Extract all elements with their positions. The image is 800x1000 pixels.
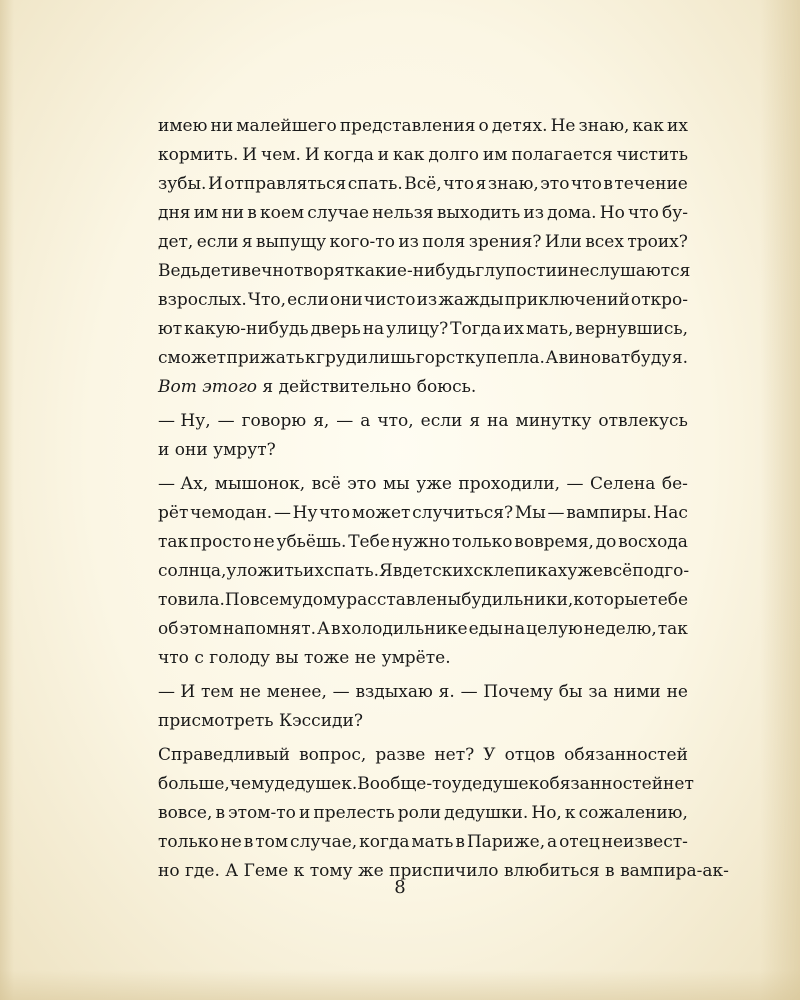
word: Геме: [243, 861, 289, 881]
word: это: [540, 174, 570, 194]
word: я,: [313, 411, 330, 431]
word: присмотреть: [158, 711, 274, 731]
word: всему: [249, 590, 303, 610]
word: Не: [550, 116, 576, 136]
word: прижать: [226, 348, 305, 368]
word: Вообще-то: [357, 774, 452, 794]
word: но: [158, 861, 180, 881]
text-line: [158, 799, 688, 828]
word: —: [566, 474, 584, 494]
word: обязанностей: [539, 774, 664, 794]
text-line: [158, 499, 688, 528]
word: к: [304, 348, 316, 368]
word: из: [523, 203, 544, 223]
word: дедушек.: [274, 774, 358, 794]
word: троих?: [627, 232, 688, 252]
word: Всё,: [404, 174, 442, 194]
word: неизвест-: [601, 832, 688, 852]
text-line: [158, 170, 688, 199]
word: вздыхаю: [355, 682, 433, 702]
paragraph: [158, 407, 688, 465]
word: тоже: [303, 648, 350, 668]
word: ними: [613, 682, 661, 702]
word: вампиры.: [566, 503, 652, 523]
word: полагается: [511, 145, 613, 165]
paragraph: [158, 112, 691, 402]
word: горстку: [415, 348, 486, 368]
word: И: [242, 145, 258, 165]
word: когда: [323, 145, 374, 165]
word: так: [657, 619, 688, 639]
word: вовсе,: [158, 803, 213, 823]
word: ют: [158, 319, 183, 339]
text-line: [158, 257, 691, 286]
text-line: [158, 707, 688, 736]
word: чемодан.: [190, 503, 273, 523]
word: Или: [544, 232, 582, 252]
word: дет,: [158, 232, 194, 252]
word: если: [196, 232, 239, 252]
word: и: [556, 261, 569, 281]
word: неделю,: [583, 619, 657, 639]
word: отправляться: [224, 174, 347, 194]
word: вовремя,: [514, 532, 594, 552]
word: вечно: [241, 261, 294, 281]
word: дедушки.: [444, 803, 529, 823]
word: склепиках: [473, 561, 568, 581]
word: и: [377, 145, 390, 165]
word: откро-: [630, 290, 688, 310]
paragraph: [158, 741, 729, 886]
word: больше,: [158, 774, 230, 794]
word: отвлекусь: [598, 411, 688, 431]
word: зубы.: [158, 174, 207, 194]
word: слушаются: [589, 261, 691, 281]
word: бы: [558, 682, 583, 702]
word: И: [207, 174, 223, 194]
word: случае,: [290, 832, 358, 852]
word: спать.: [347, 174, 403, 194]
word: отцов: [504, 745, 556, 765]
word: — И: [158, 682, 196, 702]
word: им: [193, 203, 219, 223]
word: А: [545, 348, 559, 368]
word: зрения?: [468, 232, 542, 252]
word: проходили,: [458, 474, 560, 494]
word: бе-: [661, 474, 688, 494]
text-line: [158, 199, 688, 228]
word: всё: [603, 561, 633, 581]
word: течение: [614, 174, 688, 194]
word: буду: [630, 348, 672, 368]
word: нет: [663, 774, 694, 794]
text-line: [158, 286, 688, 315]
word: они: [329, 290, 363, 310]
word: детских: [402, 561, 474, 581]
word: еды: [468, 619, 503, 639]
word: долго: [428, 145, 479, 165]
word: за: [588, 682, 608, 702]
word: имею: [158, 116, 208, 136]
text-line: [158, 112, 688, 141]
word: может: [351, 503, 411, 523]
text-line: [158, 678, 688, 707]
word: я: [241, 232, 253, 252]
word: вы: [275, 648, 299, 668]
word: не: [666, 682, 688, 702]
word: какие-нибудь: [354, 261, 476, 281]
word: вернувшись,: [575, 319, 688, 339]
word: У: [483, 745, 496, 765]
word: в: [330, 619, 341, 639]
word: я.: [438, 682, 455, 702]
word: сможет: [158, 348, 227, 368]
text-line: [158, 228, 688, 257]
word: дедушек: [461, 774, 540, 794]
word: —: [547, 503, 565, 523]
text-line: [158, 528, 688, 557]
word: —: [217, 411, 235, 431]
word: напомнят.: [222, 619, 317, 639]
text-line: [158, 644, 688, 673]
word: виноват: [558, 348, 631, 368]
word: Нас: [653, 503, 688, 523]
word: я.: [671, 348, 688, 368]
word: коем: [259, 203, 305, 223]
word: сожалению,: [578, 803, 688, 823]
word: как: [632, 116, 664, 136]
word: в: [603, 174, 613, 194]
word: обязанностей: [564, 745, 688, 765]
word: я: [262, 377, 274, 397]
word: влюбиться: [503, 861, 600, 881]
word: их: [666, 116, 688, 136]
word: Справедливый: [158, 745, 291, 765]
word: их: [303, 561, 324, 581]
word: случае: [307, 203, 370, 223]
word: расставлены: [346, 590, 462, 610]
word: нельзя: [372, 203, 434, 223]
word: на: [503, 619, 526, 639]
word: чем: [229, 774, 265, 794]
word: знаю,: [487, 174, 539, 194]
word: прелесть: [313, 803, 395, 823]
word: чистить: [616, 145, 688, 165]
word: мать,: [525, 319, 574, 339]
text-line: [158, 770, 694, 799]
word: И: [304, 145, 320, 165]
word: детях.: [491, 116, 548, 136]
word: а: [547, 832, 558, 852]
text-line: [158, 407, 688, 436]
word: улицу?: [386, 319, 449, 339]
word: том: [255, 832, 289, 852]
word: мать: [411, 832, 454, 852]
word: будильники,: [461, 590, 574, 610]
word: Но: [599, 203, 625, 223]
word: в: [247, 203, 257, 223]
word: в: [455, 832, 465, 852]
word: вампира-ак-: [620, 861, 729, 881]
word: в: [392, 561, 403, 581]
word: менее,: [266, 682, 327, 702]
word: кого-то: [329, 232, 395, 252]
word: нет?: [434, 745, 475, 765]
word: ни: [210, 116, 234, 136]
paragraph: [158, 678, 688, 736]
word: говорю: [241, 411, 307, 431]
word: пепла.: [485, 348, 545, 368]
word: выходить: [436, 203, 521, 223]
word: уже: [416, 474, 452, 494]
word: взрослых.: [158, 290, 247, 310]
word: что: [570, 174, 602, 194]
word: тем: [201, 682, 234, 702]
body-text: [158, 112, 729, 886]
text-line: [158, 436, 688, 465]
word: что: [319, 503, 351, 523]
word: если: [420, 411, 463, 431]
word: случиться?: [412, 503, 514, 523]
page-edge-shadow-right: [760, 0, 800, 1000]
word: мышонок,: [214, 474, 306, 494]
word: жажды: [438, 290, 504, 310]
word: —: [332, 682, 350, 702]
word: —: [273, 503, 291, 523]
word: что,: [377, 411, 414, 431]
word: голоду: [209, 648, 270, 668]
text-line: [158, 315, 688, 344]
word: дети: [200, 261, 242, 281]
word: Почему: [483, 682, 553, 702]
word: на: [362, 319, 385, 339]
word: этом-то: [228, 803, 296, 823]
word: —: [460, 682, 478, 702]
page-edge-shadow-bottom: [0, 970, 800, 1000]
word: рёт: [158, 503, 189, 523]
text-line: [158, 615, 688, 644]
word: из: [398, 232, 419, 252]
word: бу-: [662, 203, 688, 223]
word: Ну: [292, 503, 318, 523]
word: Мы: [514, 503, 546, 523]
word: у: [451, 774, 462, 794]
text-line: [158, 141, 688, 170]
word: если: [287, 290, 329, 310]
word: они: [174, 440, 208, 460]
word: не: [568, 261, 590, 281]
word: на: [487, 411, 509, 431]
word: чем.: [260, 145, 301, 165]
word: тому: [309, 861, 353, 881]
word: чисто: [363, 290, 416, 310]
word: Что,: [247, 290, 287, 310]
word: целую: [526, 619, 583, 639]
word: дверь: [310, 319, 361, 339]
word: ни: [221, 203, 245, 223]
word: дня: [158, 203, 191, 223]
word: в: [215, 803, 226, 823]
word: только: [158, 832, 219, 852]
word: А: [317, 619, 330, 639]
word: приключений: [504, 290, 630, 310]
text-line: [158, 741, 688, 770]
word: восхода: [618, 532, 688, 552]
word: Кэссиди?: [278, 711, 363, 731]
word: По: [224, 590, 250, 610]
word: дома.: [547, 203, 597, 223]
word: Ведь: [158, 261, 201, 281]
word: уже: [567, 561, 604, 581]
word: выпущу: [255, 232, 327, 252]
word: —: [336, 411, 354, 431]
word: лишь: [368, 348, 416, 368]
word: творят: [293, 261, 355, 281]
word: о: [478, 116, 489, 136]
word: с: [194, 648, 204, 668]
word: что: [627, 203, 659, 223]
word: и: [158, 440, 170, 460]
word: как: [393, 145, 425, 165]
word: я: [475, 174, 487, 194]
word: Париже,: [466, 832, 546, 852]
word: Селена: [589, 474, 656, 494]
word: этом: [179, 619, 222, 639]
word: поля: [422, 232, 466, 252]
word: которые: [573, 590, 649, 610]
page-edge-shadow-left: [0, 0, 14, 1000]
word: — Ах,: [158, 474, 209, 494]
word: действительно: [278, 377, 412, 397]
word: малейшего: [236, 116, 337, 136]
word: в: [605, 861, 615, 881]
word: и: [298, 803, 311, 823]
paragraph: [158, 470, 688, 673]
word: спать.: [323, 561, 380, 581]
word: подго-: [632, 561, 690, 581]
word: тебе: [648, 590, 689, 610]
word: я: [469, 411, 481, 431]
word: Тебе: [348, 532, 390, 552]
word: Тогда: [450, 319, 502, 339]
word: приспичило: [389, 861, 499, 881]
word: только: [451, 532, 513, 552]
word: когда: [359, 832, 410, 852]
text-line: [158, 586, 688, 615]
word: к: [293, 861, 305, 881]
word: представления: [339, 116, 476, 136]
word: солнца,: [158, 561, 227, 581]
word: дому: [302, 590, 347, 610]
word: отец: [559, 832, 600, 852]
word: знаю,: [578, 116, 630, 136]
word: до: [595, 532, 617, 552]
word: им: [482, 145, 508, 165]
word: просто: [189, 532, 252, 552]
word: Но,: [531, 803, 562, 823]
word: боюсь.: [416, 377, 477, 397]
word: так: [158, 532, 189, 552]
word: всех: [585, 232, 624, 252]
word: глупости: [475, 261, 557, 281]
word: это: [347, 474, 377, 494]
word: у: [264, 774, 275, 794]
word: не: [253, 532, 275, 552]
word: убьёшь.: [276, 532, 347, 552]
word: вопрос,: [299, 745, 367, 765]
text-line: [158, 373, 688, 402]
word: товила.: [158, 590, 225, 610]
word: умрёте.: [381, 648, 451, 668]
word: а: [360, 411, 371, 431]
word: какую-нибудь: [184, 319, 309, 339]
text-line: [158, 344, 688, 373]
word: из: [416, 290, 438, 310]
word: — Ну,: [158, 411, 211, 431]
word: груди: [316, 348, 368, 368]
word: к: [564, 803, 576, 823]
word: кормить.: [158, 145, 239, 165]
word: нужно: [391, 532, 451, 552]
word: мы: [382, 474, 410, 494]
word: умрут?: [213, 440, 276, 460]
word: роли: [397, 803, 442, 823]
word: уложить: [226, 561, 304, 581]
page-number: 8: [394, 877, 406, 898]
word: разве: [375, 745, 426, 765]
word: что: [443, 174, 475, 194]
word: всё: [311, 474, 341, 494]
word: в: [243, 832, 254, 852]
word: их: [503, 319, 525, 339]
word: об: [158, 619, 179, 639]
text-line: [158, 470, 688, 499]
word: Я: [379, 561, 393, 581]
text-line: [158, 828, 688, 857]
word: А: [225, 861, 239, 881]
word: не: [354, 648, 377, 668]
word: же: [358, 861, 384, 881]
word: минутку: [515, 411, 592, 431]
word: что: [158, 648, 189, 668]
text-line: [158, 557, 688, 586]
word: Вот этого: [158, 377, 257, 397]
word: не: [220, 832, 242, 852]
word: холодильнике: [341, 619, 468, 639]
word: где.: [185, 861, 220, 881]
word: не: [239, 682, 261, 702]
